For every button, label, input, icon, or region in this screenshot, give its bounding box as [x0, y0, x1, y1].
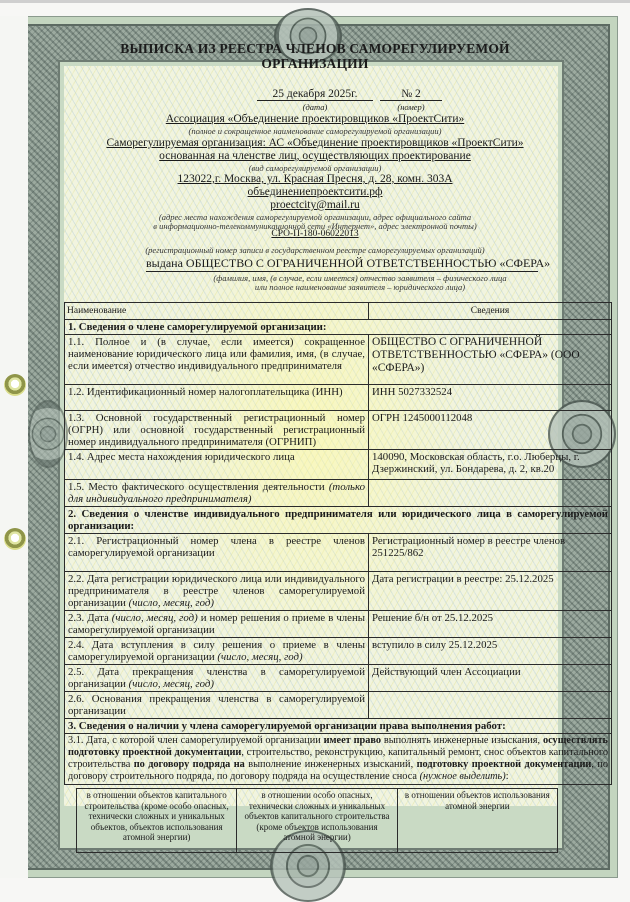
title-line-2: ОРГАНИЗАЦИИ: [261, 56, 369, 71]
row-2-3-label-text: 2.3. Дата: [68, 612, 109, 624]
row-2-4-label-text: 2.4. Дата вступления в силу решения о приеме в члены саморегулируемой организации: [68, 639, 365, 663]
row-3-1-bold: подготовку проектной документации: [416, 759, 592, 770]
row-1-3-value: ОГРН 1245000112048: [369, 411, 612, 450]
header-name: Наименование: [65, 303, 369, 320]
row-3-1-bold: имеет право: [323, 735, 382, 746]
sro-full-name: Ассоциация «Объединение проектировщиков «ПроектСити»: [165, 113, 465, 125]
table-row: [65, 411, 612, 450]
row-2-2-label: [65, 572, 369, 611]
row-2-6-label: 2.6. Основания прекращения членства в саморегулируемой организации: [65, 692, 369, 719]
row-1-3-label: 1.3. Основной государственный регистрационный номер (ОГРН) или основной государственный регистрационный номер индивидуального предпринимателя (ОГРНИП): [65, 411, 369, 450]
subtable-row: [77, 789, 558, 853]
section-3-row: [65, 719, 612, 734]
section-3-title: 3. Сведения о наличии у члена саморегулируемой организации права выполнения работ:: [65, 719, 612, 734]
registry-table: [64, 302, 612, 785]
issued-hint-2: или полное наименование заявителя – юридического лица): [254, 282, 466, 292]
table-row: [65, 385, 612, 411]
row-2-4-value: вступило в силу 25.12.2025: [369, 638, 612, 665]
header-info: Сведения: [369, 303, 612, 320]
table-row: [65, 480, 612, 507]
address-hint-2: в информационно-телекоммуникационной сети «Интернет», адрес электронной почты): [153, 221, 477, 231]
table-row: [65, 665, 612, 692]
date-value: 25 декабря 2025г.: [257, 88, 373, 101]
row-2-6-value: [369, 692, 612, 719]
row-3-1-bold: осуществлять подготовку проектной документации: [68, 735, 608, 758]
row-1-5-label: [65, 480, 369, 507]
subcol-atomic-objects: в отношении объектов использования атомной энергии: [397, 789, 557, 853]
row-3-1-italic: (нужное выделить): [419, 771, 506, 782]
sro-full-name-hint: (полное и сокращенное наименование саморегулируемой организации): [188, 126, 442, 136]
row-3-1-part: выполнение инженерных изысканий,: [248, 759, 414, 770]
row-2-2-value: Дата регистрации в реестре: 25.12.2025: [369, 572, 612, 611]
row-1-5-label-hint: (только для индивидуального предпринимателя): [68, 481, 365, 505]
subcol-capital-objects: в отношении объектов капитального строительства (кроме особо опасных, технически сложных и уникальных объектов, объектов использования атомной энергии): [77, 789, 237, 853]
section-2-title: 2. Сведения о членстве индивидуального предпринимателя или юридического лица в саморегулируемой организации:: [65, 507, 612, 534]
row-2-4-label-hint: (число, месяц, год): [217, 651, 303, 663]
section-1-row: [65, 320, 612, 335]
sro-website[interactable]: объединениепроектсити.рф: [247, 186, 383, 198]
number-value: № 2: [380, 88, 442, 101]
table-row: [65, 734, 612, 785]
binder-hole-top: [4, 374, 26, 396]
binder-hole-bottom: [4, 528, 26, 550]
row-3-1-part: , по договору строительного подряда, по договору подряда на осуществление сноса: [68, 759, 608, 782]
subcol-hazardous-objects: в отношении особо опасных, технически сложных и уникальных объектов капитального строительства (кроме объектов использования атомной энергии): [237, 789, 397, 853]
address-hint-1: (адрес места нахождения саморегулируемой организации, адрес официального сайта: [158, 212, 472, 222]
row-1-2-label: 1.2. Идентификационный номер налогоплательщика (ИНН): [65, 385, 369, 411]
row-2-1-value: Регистрационный номер в реестре членов 251225/862: [369, 534, 612, 572]
row-3-1-part: :: [505, 771, 509, 782]
row-3-1-text: [65, 734, 612, 785]
row-1-4-label: 1.4. Адрес места нахождения юридического лица: [65, 450, 369, 480]
issued-hint-1: (фамилия, имя, (в случае, если имеется) отчество заявителя – физического лица: [213, 273, 507, 283]
row-1-1-label: 1.1. Полное и (в случае, если имеется) сокращенное наименование юридического лица или фамилия, имя, (в случае, если имеется) отчество индивидуального предпринимателя: [65, 335, 369, 385]
issued-to-name: ОБЩЕСТВО С ОГРАНИЧЕННОЙ ОТВЕТСТВЕННОСТЬЮ «СФЕРА»: [185, 256, 551, 270]
row-1-2-value: ИНН 5027332524: [369, 385, 612, 411]
table-header: [65, 303, 612, 320]
row-3-1-part: , строительство, реконструкцию, капитальный ремонт, снос объектов капитального строительства: [68, 747, 608, 770]
row-1-5-value: [369, 480, 612, 507]
row-3-1-part: выполнять инженерные изыскания,: [383, 735, 541, 746]
reg-number-hint: (регистрационный номер записи в государственном реестре саморегулируемых организаций): [145, 245, 485, 255]
row-2-5-value: Действующий член Ассоциации: [369, 665, 612, 692]
date-label: (дата): [302, 102, 328, 112]
table-row: [65, 611, 612, 638]
table-row: [65, 692, 612, 719]
row-1-5-label-text: 1.5. Место фактического осуществления деятельности: [68, 481, 325, 493]
table-row: [65, 638, 612, 665]
number-field: [380, 88, 442, 112]
row-2-1-label: 2.1. Регистрационный номер члена в реестре членов саморегулируемой организации: [65, 534, 369, 572]
row-2-5-label-text: 2.5. Дата прекращения членства в саморегулируемой организации: [68, 666, 365, 690]
section-2-row: [65, 507, 612, 534]
table-row: [65, 335, 612, 385]
section-1-title: 1. Сведения о члене саморегулируемой организации:: [65, 320, 612, 335]
number-label: (номер): [397, 102, 425, 112]
table-row: [65, 534, 612, 572]
row-2-5-label-hint: (число, месяц, год): [128, 678, 214, 690]
row-2-3-label-hint: (число, месяц, год): [111, 612, 198, 624]
row-3-1-part: 3.1. Дата, с которой член саморегулируемой организации: [68, 735, 321, 746]
document-title: [100, 41, 530, 71]
table-row: [65, 450, 612, 480]
row-2-2-label-text: 2.2. Дата регистрации юридического лица или индивидуального предпринимателя в реестре членов саморегулируемой организации: [68, 573, 365, 609]
sro-type-hint: (вид саморегулируемой организации): [248, 163, 382, 173]
row-2-2-label-hint: (число, месяц, год): [128, 597, 214, 609]
row-1-4-value: 140090, Московская область, г.о. Люберцы, г. Дзержинский, ул. Бондарева, д. 2, кв.20: [369, 450, 612, 480]
row-1-1-value: ОБЩЕСТВО С ОГРАНИЧЕННОЙ ОТВЕТСТВЕННОСТЬЮ «СФЕРА» (ООО «СФЕРА»): [369, 335, 612, 385]
row-2-3-label-tail: и номер решения о приеме в члены саморегулируемой организации: [68, 612, 365, 636]
table-row: [65, 572, 612, 611]
sro-email[interactable]: proectcity@mail.ru: [270, 199, 360, 211]
row-3-1-bold: по договору подряда на: [133, 759, 245, 770]
top-edge: [0, 0, 630, 3]
date-field: [257, 88, 373, 112]
work-rights-subtable: [76, 788, 558, 853]
sro-reg-number: СРО-П-180-06022013: [271, 229, 359, 239]
left-medallion: [28, 400, 68, 468]
binding-margin: [0, 16, 28, 878]
row-2-4-label: [65, 638, 369, 665]
issued-to-line: [146, 256, 551, 272]
issued-prefix: выдана: [146, 256, 183, 270]
sro-address: 123022,г. Москва, ул. Красная Пресня, д. 28, комн. 303А: [177, 173, 453, 185]
row-2-3-label: [65, 611, 369, 638]
row-2-5-label: [65, 665, 369, 692]
sro-type-line-1: Саморегулируемая организация: АС «Объединение проектировщиков «ПроектСити»: [106, 137, 524, 149]
title-line-1: ВЫПИСКА ИЗ РЕЕСТРА ЧЛЕНОВ САМОРЕГУЛИРУЕМОЙ: [120, 41, 510, 56]
row-2-3-value: Решение б/н от 25.12.2025: [369, 611, 612, 638]
sro-type-line-2: основанная на членстве лиц, осуществляющих проектирование: [159, 150, 471, 162]
